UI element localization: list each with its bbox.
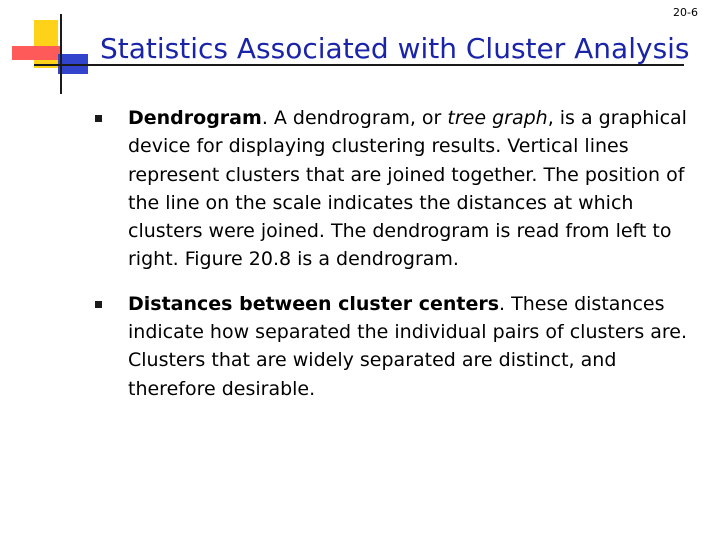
page-number: 20-6 xyxy=(673,6,698,19)
bullet-term-suffix: . A dendrogram, or xyxy=(261,107,448,129)
slide-title: Statistics Associated with Cluster Analysis xyxy=(100,32,690,65)
logo-yellow-block xyxy=(34,20,58,68)
bullet-square-icon xyxy=(95,115,102,122)
bullet-text: . These distances indicate how separated the individual pairs of clusters are. Clusters that are widely separated are distinct, and therefore desirable. xyxy=(128,292,688,400)
bullet-text: , is a graphical device for displaying clustering results. Vertical lines represent clusters that are joined together. The position of the line on the scale indicates the distances at which clusters were joined. The dendrogram is read from left to right. Figure 20.8 is a dendrogram. xyxy=(128,107,687,271)
bullet-square-icon xyxy=(95,301,102,308)
bullet-list xyxy=(128,104,703,419)
bullet-distances xyxy=(128,290,703,403)
logo-vertical-line xyxy=(60,14,62,94)
bullet-italic-phrase: tree graph xyxy=(447,107,548,129)
bullet-term: Dendrogram xyxy=(128,107,262,129)
bullet-term: Distances between cluster centers xyxy=(128,292,500,315)
logo-red-block xyxy=(12,46,62,60)
bullet-dendrogram xyxy=(128,104,703,274)
